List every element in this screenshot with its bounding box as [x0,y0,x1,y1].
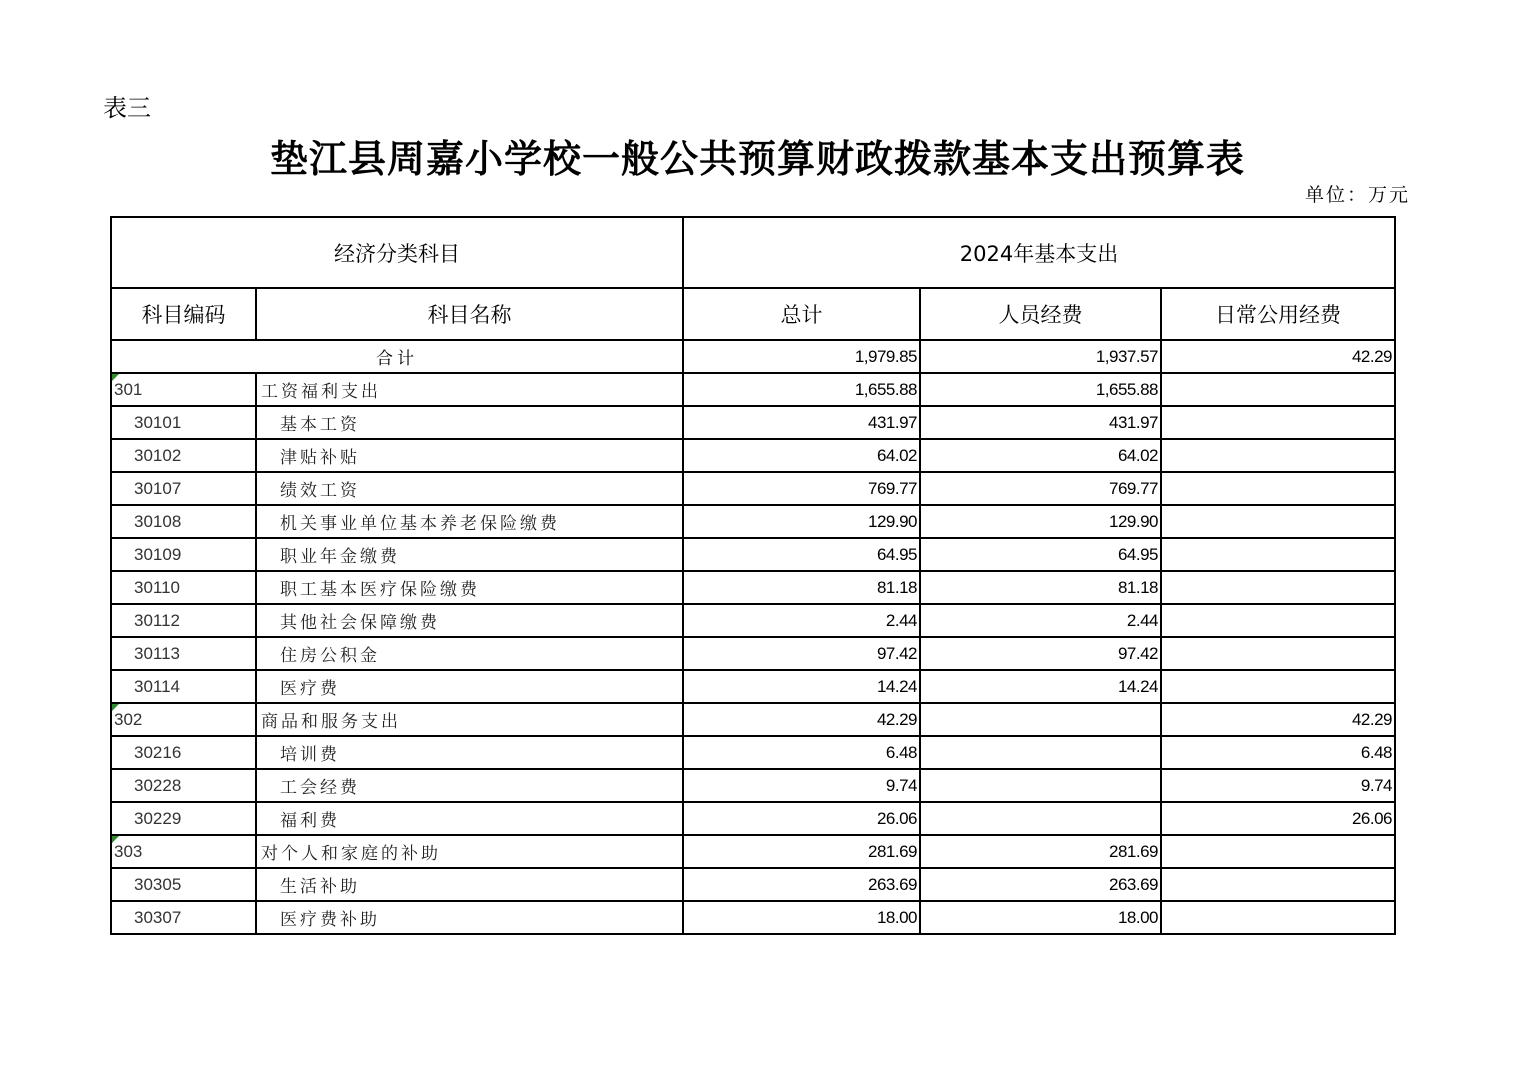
cell-public [1161,604,1395,637]
budget-table [110,216,1396,935]
cell-comment-marker [112,836,119,843]
header-total: 总计 [683,288,920,340]
table-row [111,571,1395,604]
header-row-columns [111,288,1395,340]
cell-total: 129.90 [683,505,920,538]
cell-subject-name: 医疗费 [256,670,683,703]
cell-subject-name: 住房公积金 [256,637,683,670]
cell-public [1161,835,1395,868]
table-row [111,505,1395,538]
cell-total: 1,655.88 [683,373,920,406]
table-row [111,868,1395,901]
table-row [111,373,1395,406]
header-public-expense: 日常公用经费 [1161,288,1395,340]
table-row [111,637,1395,670]
cell-subject-name: 机关事业单位基本养老保险缴费 [256,505,683,538]
cell-subject-name: 培训费 [256,736,683,769]
cell-personnel [920,703,1161,736]
cell-personnel: 81.18 [920,571,1161,604]
cell-subject-code: 30228 [111,769,256,802]
cell-public [1161,439,1395,472]
cell-subject-name: 职工基本医疗保险缴费 [256,571,683,604]
cell-subject-code [111,373,256,406]
cell-public [1161,505,1395,538]
cell-personnel [920,736,1161,769]
cell-subject-code: 30102 [111,439,256,472]
table-number-label: 表三 [103,94,151,122]
cell-subject-name: 医疗费补助 [256,901,683,934]
table-row [111,769,1395,802]
cell-subject-code-text: 302 [114,709,143,729]
table-row [111,736,1395,769]
cell-subject-name: 津贴补贴 [256,439,683,472]
table-row [111,472,1395,505]
cell-public [1161,637,1395,670]
cell-total: 281.69 [683,835,920,868]
table-row [111,538,1395,571]
cell-subject-name: 基本工资 [256,406,683,439]
header-basic-expenditure-2024: 2024年基本支出 [683,217,1395,288]
cell-total: 64.95 [683,538,920,571]
cell-personnel [920,802,1161,835]
table-row [111,835,1395,868]
cell-public: 26.06 [1161,802,1395,835]
cell-subject-name: 工资福利支出 [256,373,683,406]
table-row [111,802,1395,835]
cell-personnel: 263.69 [920,868,1161,901]
cell-public: 6.48 [1161,736,1395,769]
cell-total: 42.29 [683,703,920,736]
cell-subject-code: 30114 [111,670,256,703]
total-cell-public: 42.29 [1161,340,1395,373]
cell-personnel: 64.95 [920,538,1161,571]
table-row [111,703,1395,736]
cell-public: 9.74 [1161,769,1395,802]
page-title: 垫江县周嘉小学校一般公共预算财政拨款基本支出预算表 [269,136,1245,181]
total-label: 合计 [111,340,683,373]
cell-subject-name: 商品和服务支出 [256,703,683,736]
table-row [111,901,1395,934]
cell-subject-code: 30108 [111,505,256,538]
cell-subject-code: 30216 [111,736,256,769]
cell-total: 9.74 [683,769,920,802]
cell-personnel: 97.42 [920,637,1161,670]
cell-total: 2.44 [683,604,920,637]
cell-personnel: 14.24 [920,670,1161,703]
cell-subject-name: 福利费 [256,802,683,835]
cell-public: 42.29 [1161,703,1395,736]
cell-public [1161,868,1395,901]
cell-subject-name: 对个人和家庭的补助 [256,835,683,868]
cell-public [1161,406,1395,439]
cell-subject-name: 其他社会保障缴费 [256,604,683,637]
cell-personnel: 431.97 [920,406,1161,439]
total-cell-personnel: 1,937.57 [920,340,1161,373]
cell-comment-marker [112,704,119,711]
cell-public [1161,670,1395,703]
cell-total: 26.06 [683,802,920,835]
cell-personnel: 129.90 [920,505,1161,538]
cell-subject-code-text: 303 [114,841,143,861]
cell-personnel: 64.02 [920,439,1161,472]
cell-personnel: 281.69 [920,835,1161,868]
cell-total: 769.77 [683,472,920,505]
total-row [111,340,1395,373]
cell-public [1161,538,1395,571]
table-row [111,406,1395,439]
cell-subject-name: 工会经费 [256,769,683,802]
cell-personnel: 2.44 [920,604,1161,637]
cell-public [1161,373,1395,406]
header-subject-name: 科目名称 [256,288,683,340]
cell-public [1161,901,1395,934]
cell-subject-code: 30107 [111,472,256,505]
cell-personnel [920,769,1161,802]
cell-total: 81.18 [683,571,920,604]
cell-total: 14.24 [683,670,920,703]
header-row-group [111,217,1395,288]
cell-total: 263.69 [683,868,920,901]
cell-subject-code: 30229 [111,802,256,835]
table-body [111,373,1395,934]
cell-subject-code: 30305 [111,868,256,901]
table-row [111,604,1395,637]
unit-label: 单位：万元 [1304,184,1410,206]
header-subject-code: 科目编码 [111,288,256,340]
total-cell-total: 1,979.85 [683,340,920,373]
cell-subject-code: 30307 [111,901,256,934]
table-row [111,670,1395,703]
cell-public [1161,472,1395,505]
cell-personnel: 769.77 [920,472,1161,505]
cell-subject-code: 30113 [111,637,256,670]
cell-total: 18.00 [683,901,920,934]
cell-public [1161,571,1395,604]
cell-comment-marker [112,374,119,381]
cell-total: 64.02 [683,439,920,472]
cell-subject-code: 30101 [111,406,256,439]
cell-personnel: 18.00 [920,901,1161,934]
cell-subject-code [111,703,256,736]
cell-subject-name: 绩效工资 [256,472,683,505]
cell-subject-code: 30109 [111,538,256,571]
table-row [111,439,1395,472]
cell-subject-name: 生活补助 [256,868,683,901]
header-personnel-expense: 人员经费 [920,288,1161,340]
cell-subject-code: 30110 [111,571,256,604]
cell-subject-code [111,835,256,868]
cell-total: 431.97 [683,406,920,439]
cell-total: 6.48 [683,736,920,769]
cell-personnel: 1,655.88 [920,373,1161,406]
cell-subject-name: 职业年金缴费 [256,538,683,571]
cell-subject-code: 30112 [111,604,256,637]
cell-total: 97.42 [683,637,920,670]
cell-subject-code-text: 301 [114,379,143,399]
header-economic-classification: 经济分类科目 [111,217,683,288]
